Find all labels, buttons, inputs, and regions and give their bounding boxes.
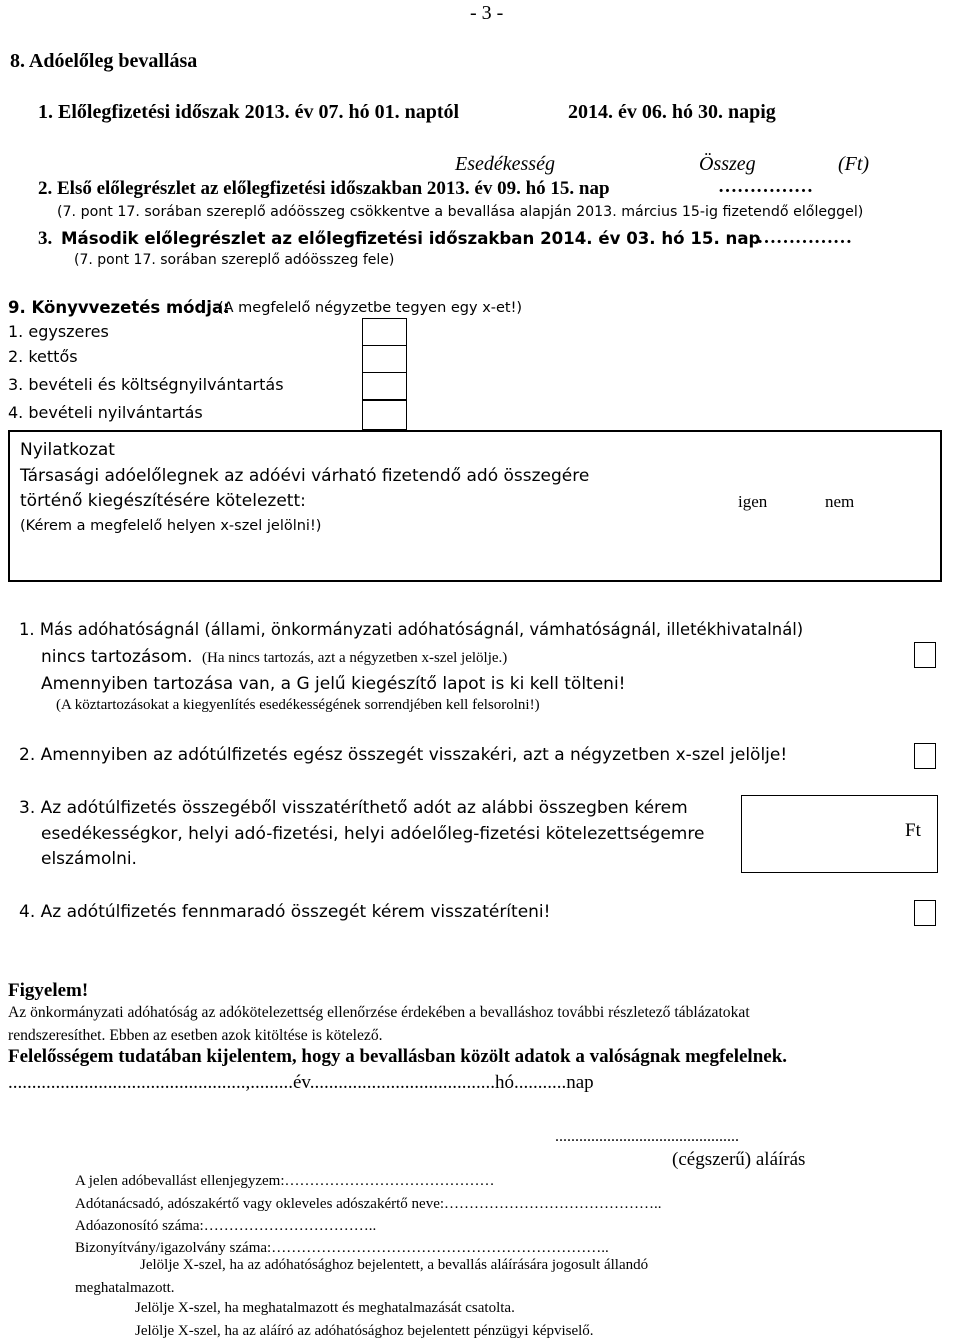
attention-text-1: Az önkormányzati adóhatóság az adókötelezettség ellenőrzése érdekében a bevalláshoz további részletező táblázatokat: [8, 1004, 750, 1021]
no-debt-checkbox[interactable]: [914, 642, 936, 668]
item-1-line-4: (A köztartozásokat a kiegyenlítés esedékességének sorrendjében kell felsorolni!): [56, 697, 540, 713]
item-3-line-3: elszámolni.: [41, 849, 137, 869]
section-9-hint: (A megfelelő négyzetbe tegyen egy x-et!): [218, 300, 523, 316]
bookkeeping-option-2: 2. kettős: [8, 347, 78, 366]
item-1-line-2a: nincs tartozásom.: [41, 647, 193, 667]
declaration-line-2: történő kiegészítésére kötelezett:: [20, 491, 306, 511]
section-8-title: 8. Adóelőleg bevallása: [10, 50, 198, 72]
item-2: 2. Amennyiben az adótúlfizetés egész összegét visszakéri, azt a négyzetben x-szel jelölje!: [19, 745, 788, 765]
countersign-line-5b: meghatalmazott.: [75, 1280, 175, 1296]
countersign-line-7: Jelölje X-szel, ha az aláíró az adóhatósághoz bejelentett pénzügyi képviselő.: [135, 1323, 594, 1339]
period-label: 1. Előlegfizetési időszak 2013. év 07. hó 01. naptól: [38, 101, 460, 123]
bookkeeping-checkbox-3[interactable]: [362, 372, 407, 400]
col-amount: Összeg: [699, 153, 756, 175]
offset-amount-unit: Ft: [905, 820, 921, 841]
attention-title: Figyelem!: [8, 980, 89, 1001]
item-3-line-1: 3. Az adótúlfizetés összegéből visszatéríthető adót az alábbi összegben kérem: [19, 798, 688, 818]
row3-main: Második előlegrészlet az előlegfizetési időszakban 2014. év 03. hó 15. nap: [61, 229, 761, 248]
declaration-title: Nyilatkozat: [20, 440, 115, 460]
signature-label: (cégszerű) aláírás: [672, 1149, 806, 1170]
signature-dots: ..............................................: [555, 1128, 739, 1145]
item-3-line-2: esedékességkor, helyi adó-fizetési, helyi adóelőleg-fizetési kötelezettségemre: [41, 824, 705, 844]
countersign-line-6: Jelölje X-szel, ha meghatalmazott és meghatalmazását csatolta.: [135, 1300, 515, 1316]
bookkeeping-option-4: 4. bevételi nyilvántartás: [8, 403, 203, 422]
col-unit: (Ft): [838, 153, 870, 175]
declaration-no[interactable]: nem: [825, 492, 855, 511]
bookkeeping-checkbox-2[interactable]: [362, 345, 407, 373]
bookkeeping-checkbox-4[interactable]: [362, 400, 407, 430]
item-1-line-2b: (Ha nincs tartozás, azt a négyzetben x-szel jelölje.): [202, 650, 508, 666]
countersign-line-4: Bizonyítvány/igazolvány száma:…………………………………………………………..: [75, 1240, 609, 1256]
declaration-yes[interactable]: igen: [738, 492, 768, 511]
declaration-line-3: (Kérem a megfelelő helyen x-szel jelölni!): [20, 518, 322, 534]
row2-main: 2. Első előlegrészlet az előlegfizetési időszakban 2013. év 09. hó 15. nap: [38, 178, 610, 199]
row2-note: (7. pont 17. sorában szereplő adóösszeg csökkentve a bevallása alapján 2013. március 15-ig fizetendő előleggel): [57, 204, 864, 220]
refund-remaining-checkbox[interactable]: [914, 900, 936, 926]
bookkeeping-option-3: 3. bevételi és költségnyilvántartás: [8, 375, 284, 394]
item-1-line-3: Amennyiben tartozása van, a G jelű kiegészítő lapot is ki kell tölteni!: [41, 674, 626, 694]
full-refund-checkbox[interactable]: [914, 743, 936, 769]
responsibility-statement: Felelősségem tudatában kijelentem, hogy a bevallásban közölt adatok a valóságnak megfelelnek.: [8, 1046, 788, 1067]
countersign-line-5a: Jelölje X-szel, ha az adóhatósághoz bejelentett, a bevallás aláírására jogosult állandó: [140, 1257, 649, 1273]
declaration-line-1: Társasági adóelőlegnek az adóévi várható fizetendő adó összegére: [20, 466, 590, 486]
section-9-title: 9. Könyvvezetés módja:: [8, 298, 230, 317]
countersign-line-1: A jelen adóbevallást ellenjegyzem:……………………………………: [75, 1173, 495, 1189]
page-number: - 3 -: [470, 2, 504, 24]
attention-text-2: rendszeresíthet. Ebben az esetben azok kitöltése is kötelező.: [8, 1027, 383, 1044]
col-due: Esedékesség: [455, 153, 555, 175]
period-end: 2014. év 06. hó 30. napig: [568, 101, 776, 123]
bookkeeping-option-1: 1. egyszeres: [8, 322, 109, 341]
row3-dots: ……………: [757, 227, 852, 248]
countersign-line-2: Adótanácsadó, adószakértő vagy okleveles adószakértő neve:……………………………………..: [75, 1196, 662, 1212]
bookkeeping-checkbox-1[interactable]: [362, 318, 407, 346]
item-4: 4. Az adótúlfizetés fennmaradó összegét kérem visszatéríteni!: [19, 902, 551, 922]
row2-dots: ……………: [718, 176, 813, 197]
row3-num: 3.: [38, 228, 53, 249]
item-1-line-1: 1. Más adóhatóságnál (állami, önkormányzati adóhatóságnál, vámhatóságnál, illetékhivatalnál): [19, 620, 804, 639]
countersign-line-3: Adóazonosító száma:……………………………..: [75, 1218, 377, 1234]
date-line: ..................................................,.........év.......................................hó...........nap: [8, 1072, 594, 1093]
row3-note: (7. pont 17. sorában szereplő adóösszeg fele): [74, 252, 395, 268]
